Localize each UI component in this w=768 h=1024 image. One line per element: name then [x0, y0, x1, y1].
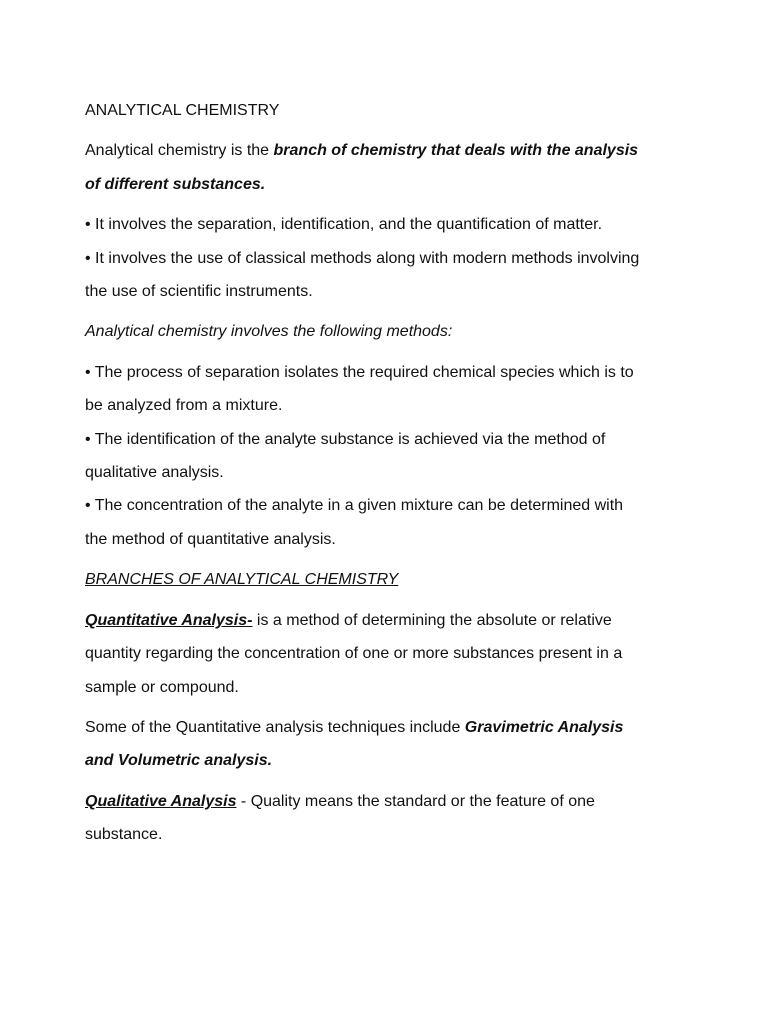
bullet-item: • It involves the separation, identification, and the quantification of matter. [85, 216, 603, 234]
methods-intro: Analytical chemistry involves the following methods: [85, 323, 453, 341]
quantitative-text: is a method of determining the absolute or relative quantity regarding the concentration of one or more substances present in a sample or compound. [85, 611, 623, 696]
bullet-item: • The identification of the analyte substance is achieved via the method of qualitative analysis. [85, 430, 606, 482]
techniques-emphasis: Gravimetric Analysis and Volumetric analysis. [85, 718, 624, 770]
bullet-item: • The process of separation isolates the required chemical species which is to be analyzed from a mixture. [85, 363, 634, 415]
intro-paragraph [85, 134, 645, 201]
qualitative-text: - Quality means the standard or the feature of one substance. [85, 792, 595, 844]
intro-emphasis: branch of chemistry that deals with the analysis of different substances. [85, 142, 639, 193]
qualitative-term: Qualitative Analysis [85, 792, 237, 810]
quantitative-paragraph [85, 604, 645, 704]
document-body [85, 94, 645, 852]
bullet-item: • It involves the use of classical methods along with modern methods involving the use of scientific instruments. [85, 249, 640, 301]
bullet-item: • The concentration of the analyte in a given mixture can be determined with the method of quantitative analysis. [85, 497, 624, 548]
intro-text: Analytical chemistry is the [85, 142, 274, 160]
branches-heading: BRANCHES OF ANALYTICAL CHEMISTRY [85, 571, 399, 589]
quantitative-term: Quantitative Analysis- [85, 611, 253, 629]
qualitative-paragraph [85, 785, 645, 852]
techniques-paragraph [85, 711, 645, 778]
document-title: ANALYTICAL CHEMISTRY [85, 102, 280, 119]
techniques-text: Some of the Quantitative analysis techniques include [85, 718, 465, 736]
